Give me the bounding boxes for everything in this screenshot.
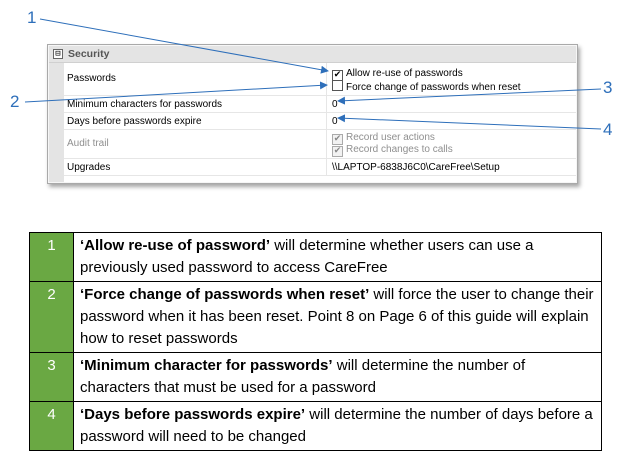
legend-number: 1	[30, 233, 74, 282]
legend-term: ‘Allow re-use of password’	[80, 237, 271, 254]
arrow-2	[25, 85, 327, 102]
legend-number: 3	[30, 353, 74, 402]
record-actions-label: Record user actions	[346, 132, 435, 143]
legend-term: ‘Force change of passwords when reset’	[80, 286, 370, 303]
days-expire-value[interactable]: 0	[332, 116, 338, 127]
legend-description	[74, 353, 602, 402]
legend-text: will determine the number of days before a password will need to be changed	[80, 406, 593, 445]
record-actions-checkbox: ✔	[333, 134, 342, 144]
arrow-4	[338, 118, 601, 129]
explanation-table	[29, 232, 602, 451]
legend-term: ‘Minimum character for passwords’	[80, 357, 333, 374]
legend-description	[74, 282, 602, 353]
row-label-audit-trail: Audit trail	[67, 138, 109, 149]
legend-text: will force the user to change their password when it has been reset. Point 8 on Page 6 of this guide will explain how to reset passwords	[80, 286, 594, 347]
legend-number: 4	[30, 402, 74, 451]
section-title: Security	[68, 48, 110, 60]
callout-3: 3	[603, 78, 613, 97]
upgrades-path-value[interactable]: \\LAPTOP-6838J6C0\CareFree\Setup	[332, 162, 500, 173]
legend-row	[30, 402, 602, 451]
callout-2: 2	[10, 92, 20, 111]
row-label-days-expire: Days before passwords expire	[67, 116, 202, 127]
force-change-label: Force change of passwords when reset	[346, 82, 521, 93]
allow-reuse-label: Allow re-use of passwords	[346, 68, 463, 79]
allow-reuse-checkbox[interactable]: ✔	[333, 70, 342, 80]
legend-number: 2	[30, 282, 74, 353]
min-chars-value[interactable]: 0	[332, 99, 338, 110]
callout-4: 4	[603, 120, 613, 139]
legend-term: ‘Days before passwords expire’	[80, 406, 306, 423]
arrow-3	[338, 89, 601, 101]
legend-text: will determine whether users can use a previously used password to access CareFree	[80, 237, 534, 276]
record-changes-label: Record changes to calls	[346, 144, 453, 155]
legend-row	[30, 233, 602, 282]
legend-row	[30, 282, 602, 353]
legend-description	[74, 402, 602, 451]
record-changes-checkbox: ✔	[333, 146, 342, 156]
callout-1: 1	[27, 8, 37, 27]
legend-row	[30, 353, 602, 402]
row-label-upgrades: Upgrades	[67, 162, 111, 173]
row-label-min-chars: Minimum characters for passwords	[67, 99, 223, 110]
legend-text: will determine the number of characters that must be used for a password	[80, 357, 526, 396]
collapse-icon[interactable]: ⊟	[53, 49, 63, 59]
legend-description	[74, 233, 602, 282]
row-label-passwords: Passwords	[67, 73, 116, 84]
arrow-1	[40, 19, 328, 71]
